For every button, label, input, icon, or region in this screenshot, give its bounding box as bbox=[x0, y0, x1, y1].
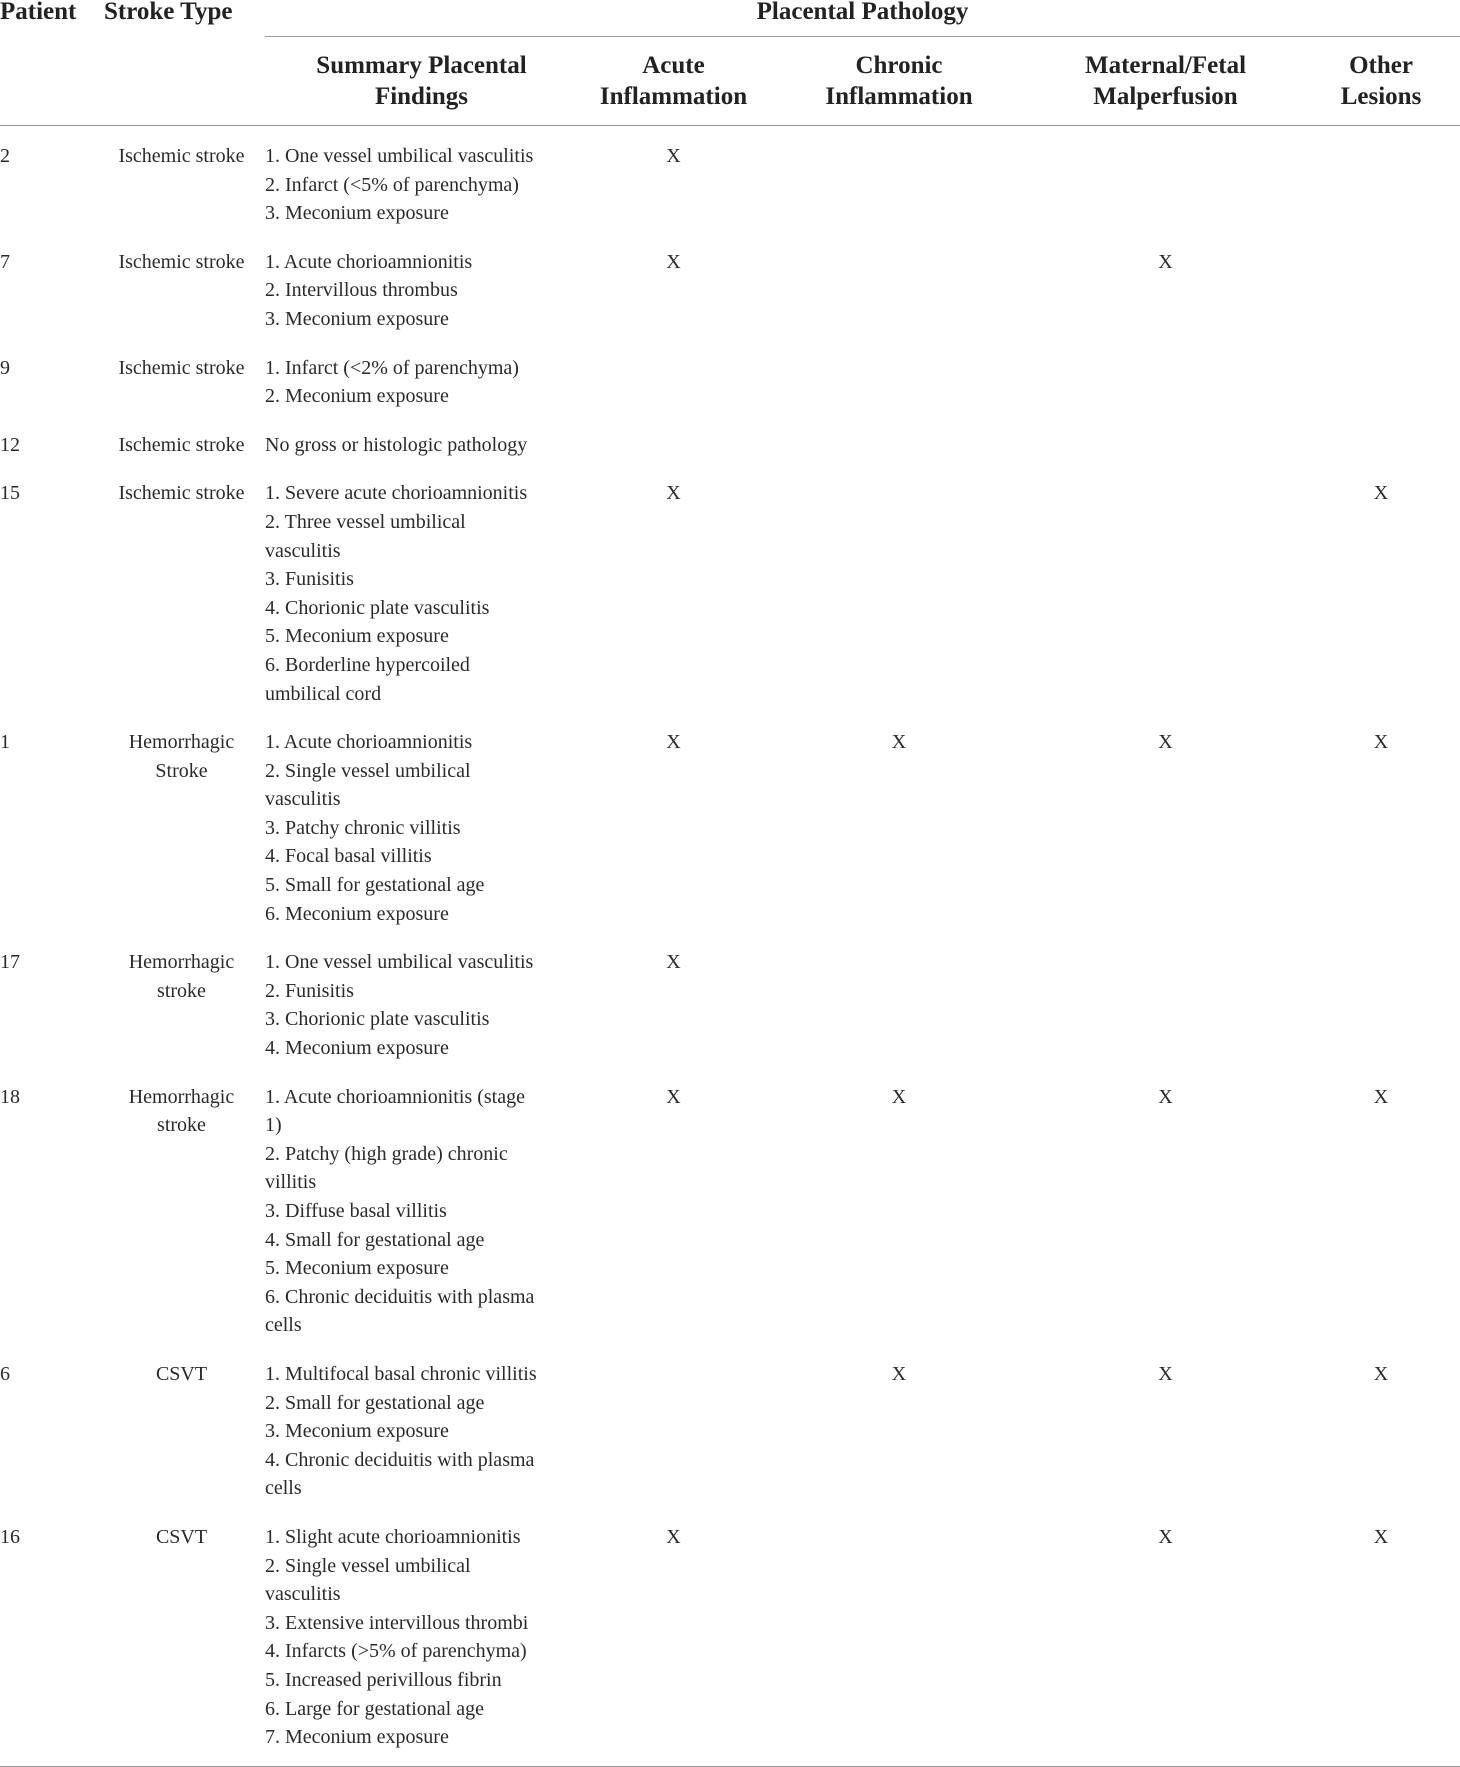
stroke-type-cell bbox=[98, 415, 265, 464]
chronic-inflammation-mark bbox=[769, 232, 1029, 338]
chronic-inflammation-mark: X bbox=[891, 1085, 907, 1108]
header-patient: Patient bbox=[0, 0, 77, 25]
finding-line: 1. Infarct (<2% of parenchyma) bbox=[265, 356, 519, 379]
finding-line: 2. Infarct (<5% of parenchyma) bbox=[265, 173, 519, 196]
stroke-type-line: Ischemic stroke bbox=[118, 482, 245, 505]
finding-line: 1. Acute chorioamnionitis (stage bbox=[265, 1085, 525, 1108]
table-row bbox=[0, 232, 1460, 338]
stroke-type-line: Ischemic stroke bbox=[118, 145, 245, 167]
acute-inflammation-mark bbox=[578, 415, 769, 464]
acute-inflammation-mark: X bbox=[666, 1085, 681, 1108]
malperfusion-mark: X bbox=[1158, 1362, 1173, 1385]
header-stroke-type: Stroke Type bbox=[104, 0, 233, 25]
finding-line: 1. One vessel umbilical vasculitis bbox=[265, 951, 534, 974]
stroke-type-cell bbox=[98, 932, 265, 1066]
finding-line: 3. Chorionic plate vasculitis bbox=[265, 1008, 490, 1031]
finding-line: 5. Meconium exposure bbox=[265, 1257, 449, 1280]
table-row bbox=[0, 712, 1460, 932]
summary-findings-cell bbox=[265, 1344, 578, 1507]
finding-line: cells bbox=[265, 1477, 302, 1500]
patient-cell: 12 bbox=[0, 433, 20, 456]
patient-cell: 2 bbox=[0, 145, 10, 167]
malperfusion-mark: X bbox=[1158, 1085, 1173, 1108]
header-placental-pathology: Placental Pathology bbox=[265, 0, 1460, 37]
finding-line: 3. Funisitis bbox=[265, 568, 354, 591]
stroke-type-line: CSVT bbox=[155, 1525, 208, 1548]
finding-line: 4. Focal basal villitis bbox=[265, 845, 432, 868]
finding-line: 4. Infarcts (>5% of parenchyma) bbox=[265, 1640, 527, 1663]
table-row bbox=[0, 463, 1460, 712]
header-summary-label: Summary Placental Findings bbox=[316, 52, 527, 110]
finding-line: 5. Increased perivillous fibrin bbox=[265, 1668, 502, 1691]
finding-line: 3. Meconium exposure bbox=[265, 1420, 449, 1443]
other-lesions-mark bbox=[1302, 126, 1460, 232]
table-row bbox=[0, 415, 1460, 464]
finding-line: vasculitis bbox=[265, 788, 341, 811]
other-lesions-mark: X bbox=[1373, 1085, 1389, 1108]
table-row bbox=[0, 126, 1460, 232]
malperfusion-mark bbox=[1029, 415, 1302, 464]
header-other-lesions bbox=[1302, 37, 1460, 126]
table-row bbox=[0, 338, 1460, 415]
acute-inflammation-mark: X bbox=[666, 731, 681, 754]
finding-line: 2. Meconium exposure bbox=[265, 385, 449, 408]
table-row bbox=[0, 932, 1460, 1066]
summary-findings-cell bbox=[265, 126, 578, 232]
finding-line: 6. Meconium exposure bbox=[265, 902, 449, 925]
acute-inflammation-mark: X bbox=[666, 951, 681, 974]
finding-line: 1. Acute chorioamnionitis bbox=[265, 250, 473, 273]
other-lesions-mark bbox=[1302, 415, 1460, 464]
summary-findings-cell bbox=[265, 415, 578, 464]
stroke-type-cell bbox=[98, 1067, 265, 1344]
header-acute-label: Acute Inflammation bbox=[599, 52, 748, 110]
stroke-type-line: Ischemic stroke bbox=[118, 250, 245, 273]
patient-cell: 16 bbox=[0, 1507, 98, 1766]
stroke-type-line: Hemorrhagic bbox=[128, 731, 235, 754]
other-lesions-mark: X bbox=[1373, 731, 1389, 754]
finding-line: 2. Patchy (high grade) chronic bbox=[265, 1142, 508, 1165]
other-lesions-mark bbox=[1302, 932, 1460, 1066]
acute-inflammation-mark bbox=[578, 1344, 769, 1507]
other-lesions-mark: X bbox=[1373, 1362, 1389, 1385]
patient-cell: 1 bbox=[0, 731, 10, 754]
patient-cell: 17 bbox=[0, 951, 20, 974]
finding-line: 6. Large for gestational age bbox=[265, 1697, 484, 1720]
finding-line: 3. Patchy chronic villitis bbox=[265, 816, 461, 839]
stroke-type-cell bbox=[98, 126, 265, 232]
table-body bbox=[0, 126, 1460, 1767]
summary-findings-cell bbox=[265, 1067, 578, 1344]
table-header bbox=[0, 0, 1460, 126]
header-row-sub bbox=[0, 37, 1460, 126]
summary-findings-cell bbox=[265, 232, 578, 338]
chronic-inflammation-mark bbox=[769, 463, 1029, 712]
patient-cell: 15 bbox=[0, 482, 20, 505]
header-row-top bbox=[0, 0, 1460, 37]
other-lesions-mark bbox=[1302, 232, 1460, 338]
chronic-inflammation-mark bbox=[769, 1507, 1029, 1766]
finding-line: villitis bbox=[265, 1171, 317, 1194]
chronic-inflammation-mark bbox=[769, 126, 1029, 232]
chronic-inflammation-mark bbox=[769, 338, 1029, 415]
finding-line: vasculitis bbox=[265, 1583, 341, 1606]
finding-line: 2. Small for gestational age bbox=[265, 1391, 485, 1414]
finding-line: 3. Meconium exposure bbox=[265, 307, 449, 330]
finding-line: 2. Single vessel umbilical bbox=[265, 1554, 471, 1577]
header-acute-inflammation bbox=[578, 37, 769, 126]
finding-line: No gross or histologic pathology bbox=[265, 433, 528, 456]
stroke-type-cell bbox=[98, 232, 265, 338]
finding-line: 2. Funisitis bbox=[265, 979, 354, 1002]
patient-cell: 9 bbox=[0, 356, 10, 379]
chronic-inflammation-mark bbox=[769, 415, 1029, 464]
finding-line: 1) bbox=[265, 1114, 282, 1137]
stroke-type-line: stroke bbox=[157, 1114, 206, 1137]
other-lesions-mark: X bbox=[1302, 1507, 1460, 1766]
summary-findings-cell bbox=[265, 463, 578, 712]
finding-line: 4. Meconium exposure bbox=[265, 1037, 449, 1060]
summary-findings-cell bbox=[265, 712, 578, 932]
header-malperfusion-label: Maternal/Fetal Malperfusion bbox=[1084, 52, 1247, 110]
patient-cell: 18 bbox=[0, 1085, 20, 1108]
stroke-type-cell bbox=[98, 1344, 265, 1507]
stroke-type-line: Ischemic stroke bbox=[118, 433, 245, 456]
summary-findings-cell bbox=[265, 1507, 578, 1766]
finding-line: 4. Chorionic plate vasculitis bbox=[265, 596, 490, 619]
summary-findings-cell bbox=[265, 932, 578, 1066]
chronic-inflammation-mark: X bbox=[891, 731, 907, 754]
summary-findings-cell bbox=[265, 338, 578, 415]
header-chronic-label: Chronic Inflammation bbox=[825, 52, 973, 110]
acute-inflammation-mark: X bbox=[578, 1507, 769, 1766]
finding-line: 1. Multifocal basal chronic villitis bbox=[265, 1362, 537, 1385]
finding-line: 4. Small for gestational age bbox=[265, 1228, 485, 1251]
malperfusion-mark: X bbox=[1158, 250, 1173, 273]
stroke-type-line: Hemorrhagic bbox=[128, 1085, 235, 1108]
malperfusion-mark: X bbox=[1029, 1507, 1302, 1766]
acute-inflammation-mark bbox=[578, 338, 769, 415]
acute-inflammation-mark: X bbox=[666, 482, 681, 505]
finding-line: 6. Chronic deciduitis with plasma bbox=[265, 1285, 535, 1308]
table-row bbox=[0, 1344, 1460, 1507]
finding-line: 1. Severe acute chorioamnionitis bbox=[265, 482, 528, 505]
stroke-type-cell bbox=[98, 338, 265, 415]
stroke-type-cell bbox=[98, 463, 265, 712]
chronic-inflammation-mark bbox=[769, 932, 1029, 1066]
stroke-type-line: Stroke bbox=[155, 759, 208, 782]
finding-line: 1. Acute chorioamnionitis bbox=[265, 731, 473, 754]
acute-inflammation-mark: X bbox=[666, 250, 681, 273]
finding-line: 1. Slight acute chorioamnionitis bbox=[265, 1525, 521, 1548]
finding-line: 2. Intervillous thrombus bbox=[265, 279, 458, 302]
header-maternal-fetal-malperfusion bbox=[1029, 37, 1302, 126]
header-chronic-inflammation bbox=[769, 37, 1029, 126]
header-other-label: Other Lesions bbox=[1340, 52, 1422, 110]
malperfusion-mark bbox=[1029, 932, 1302, 1066]
header-blank-stroke bbox=[98, 37, 265, 126]
finding-line: 6. Borderline hypercoiled bbox=[265, 653, 470, 676]
finding-line: 2. Three vessel umbilical bbox=[265, 510, 466, 533]
finding-line: 4. Chronic deciduitis with plasma bbox=[265, 1448, 535, 1471]
stroke-type-line: Hemorrhagic bbox=[128, 951, 235, 974]
patient-cell: 6 bbox=[0, 1362, 10, 1385]
patient-cell: 7 bbox=[0, 250, 10, 273]
finding-line: 3. Diffuse basal villitis bbox=[265, 1200, 447, 1222]
malperfusion-mark: X bbox=[1158, 731, 1173, 754]
malperfusion-mark bbox=[1029, 126, 1302, 232]
finding-line: 3. Extensive intervillous thrombi bbox=[265, 1611, 529, 1634]
finding-line: 7. Meconium exposure bbox=[265, 1726, 449, 1749]
finding-line: 1. One vessel umbilical vasculitis bbox=[265, 145, 534, 167]
stroke-type-line: CSVT bbox=[155, 1362, 208, 1385]
finding-line: 3. Meconium exposure bbox=[265, 202, 449, 225]
finding-line: vasculitis bbox=[265, 539, 341, 562]
stroke-type-cell bbox=[98, 1507, 265, 1766]
chronic-inflammation-mark: X bbox=[891, 1362, 907, 1385]
stroke-type-line: Ischemic stroke bbox=[118, 356, 245, 379]
finding-line: umbilical cord bbox=[265, 682, 382, 705]
finding-line: cells bbox=[265, 1314, 302, 1337]
stroke-type-line: stroke bbox=[157, 979, 206, 1002]
finding-line: 5. Small for gestational age bbox=[265, 874, 485, 897]
acute-inflammation-mark: X bbox=[666, 145, 681, 167]
header-summary-findings bbox=[265, 37, 578, 126]
other-lesions-mark: X bbox=[1373, 482, 1389, 505]
table-row bbox=[0, 1067, 1460, 1344]
malperfusion-mark bbox=[1029, 463, 1302, 712]
stroke-type-cell bbox=[98, 712, 265, 932]
header-blank-patient bbox=[0, 37, 98, 126]
finding-line: 5. Meconium exposure bbox=[265, 625, 449, 648]
table-row bbox=[0, 1507, 1460, 1766]
other-lesions-mark bbox=[1302, 338, 1460, 415]
finding-line: 2. Single vessel umbilical bbox=[265, 759, 471, 782]
malperfusion-mark bbox=[1029, 338, 1302, 415]
